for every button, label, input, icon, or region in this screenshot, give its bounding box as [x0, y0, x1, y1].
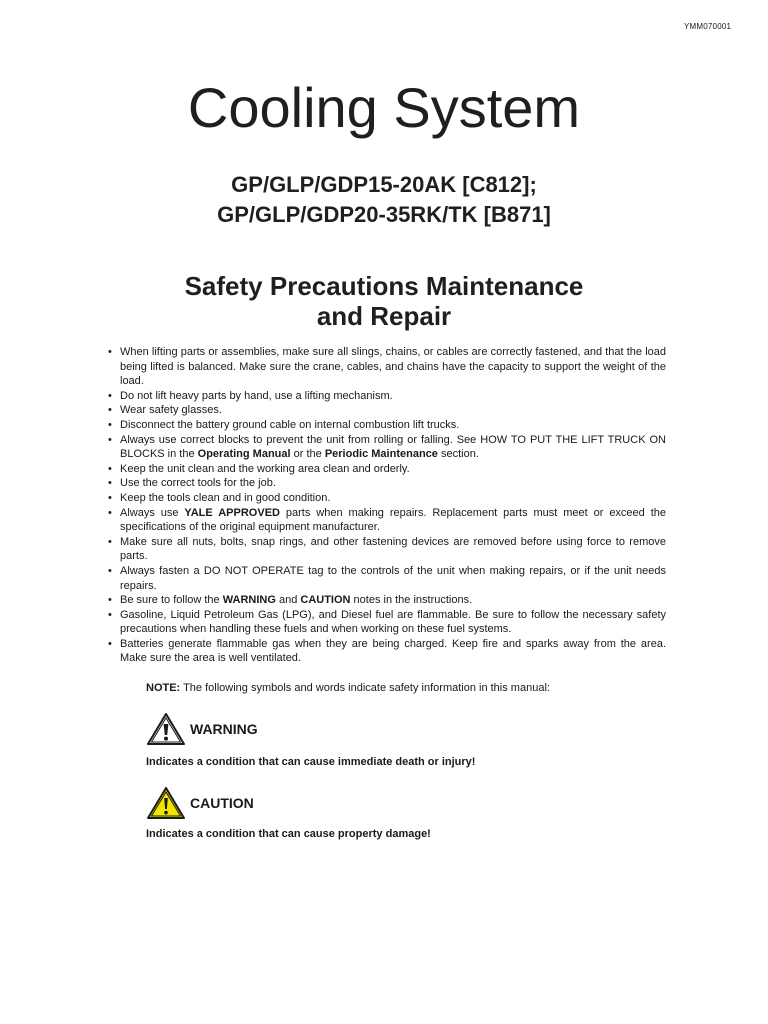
precaution-text: Use the correct tools for the job.: [120, 477, 276, 490]
precaution-text: Always use correct blocks to prevent the unit from rolling or falling. See HOW TO PUT THE LIFT TRUCK ON BLOCKS in the: [120, 433, 666, 461]
precaution-text: When lifting parts or assemblies, make sure all slings, chains, or cables are correctly fastened, and that the load being lifted is balanced. Make sure the crane, cables, and chains have the capacity to support the weight of the load.: [120, 346, 666, 388]
precaution-text: Do not lift heavy parts by hand, use a lifting mechanism.: [120, 389, 393, 402]
precaution-item: [120, 462, 666, 477]
section-title-line-1: Safety Precautions Maintenance: [184, 271, 584, 301]
precaution-text: Gasoline, Liquid Petroleum Gas (LPG), and Diesel fuel are flammable. Be sure to follow the necessary safety precautions when handling these fuels and when working on these fuel systems.: [120, 608, 666, 636]
precaution-text: and: [275, 594, 301, 607]
precaution-text: parts when making repairs. Replacement parts must meet or exceed the specifications of the original equipment manufacturer.: [120, 506, 666, 534]
precaution-emphasis: WARNING: [222, 594, 276, 607]
caution-triangle-icon: [146, 786, 186, 820]
precaution-emphasis: Operating Manual: [197, 448, 291, 461]
precaution-text: Keep the unit clean and the working area clean and orderly.: [120, 462, 410, 475]
precaution-item: [120, 506, 666, 535]
note-label: NOTE:: [146, 682, 181, 694]
precaution-emphasis: Periodic Maintenance: [324, 448, 438, 461]
precaution-item: [120, 593, 666, 608]
precaution-text: Wear safety glasses.: [120, 404, 222, 417]
precaution-text: notes in the instructions.: [350, 594, 473, 607]
model-numbers: [0, 170, 768, 230]
precaution-text: Always use: [120, 506, 185, 519]
precaution-item: [120, 403, 666, 418]
precaution-text: Disconnect the battery ground cable on internal combustion lift trucks.: [120, 418, 460, 431]
caution-description: Indicates a condition that can cause property damage!: [146, 828, 431, 840]
precaution-text: section.: [437, 448, 479, 461]
precaution-item: [120, 535, 666, 564]
caution-heading: [146, 786, 254, 820]
precaution-text: Keep the tools clean and in good condition.: [120, 491, 331, 504]
precaution-emphasis: CAUTION: [300, 594, 351, 607]
page-title: Cooling System: [187, 76, 581, 139]
note: [146, 682, 550, 694]
precaution-text: or the: [290, 448, 325, 461]
precaution-item: [120, 637, 666, 666]
caution-label: CAUTION: [190, 795, 254, 811]
warning-description: Indicates a condition that can cause immediate death or injury!: [146, 756, 476, 768]
section-title: [0, 271, 768, 331]
precaution-item: [120, 433, 666, 462]
precaution-item: [120, 418, 666, 433]
precaution-text: Batteries generate flammable gas when they are being charged. Keep fire and sparks away from the area. Make sure the area is well ventilated.: [120, 637, 666, 665]
precaution-text: Be sure to follow the: [120, 594, 223, 607]
model-line-2: GP/GLP/GDP20-35RK/TK [B871]: [217, 202, 551, 227]
warning-heading: [146, 712, 258, 746]
precaution-text: Make sure all nuts, bolts, snap rings, and other fastening devices are removed before using force to remove parts.: [120, 535, 666, 563]
document-code: YMM070001: [684, 22, 732, 31]
precaution-item: [120, 345, 666, 389]
warning-triangle-icon: [146, 712, 186, 746]
note-text: The following symbols and words indicate safety information in this manual:: [180, 682, 550, 694]
precaution-item: [120, 389, 666, 404]
precaution-item: [120, 564, 666, 593]
precautions-list: [120, 345, 666, 666]
precaution-text: Always fasten a DO NOT OPERATE tag to the controls of the unit when making repairs, or if the unit needs repairs.: [120, 564, 666, 592]
section-title-line-2: and Repair: [316, 301, 452, 331]
warning-label: WARNING: [190, 721, 258, 737]
precaution-item: [120, 491, 666, 506]
model-line-1: GP/GLP/GDP15-20AK [C812];: [231, 172, 537, 197]
precaution-emphasis: YALE APPROVED: [184, 506, 280, 519]
precaution-item: [120, 476, 666, 491]
precaution-item: [120, 608, 666, 637]
